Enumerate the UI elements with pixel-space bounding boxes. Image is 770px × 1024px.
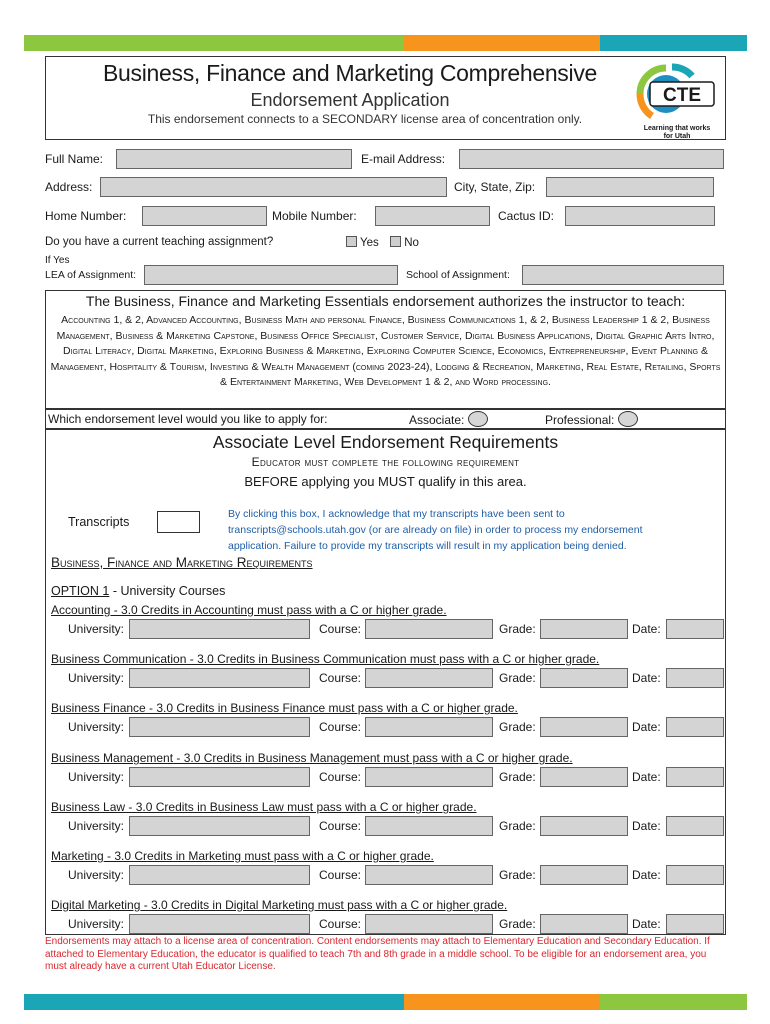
requirement-name: Business Communication [51, 652, 187, 666]
requirement-desc: - 3.0 Credits in Business Law must pass with a C or higher grade. [125, 800, 477, 814]
course-field[interactable] [365, 717, 493, 737]
course-label: Course: [319, 720, 362, 734]
option-1-label: OPTION 1 [51, 584, 110, 598]
address-field[interactable] [100, 177, 447, 197]
lea-field[interactable] [144, 265, 398, 285]
top-bar-orange [404, 35, 600, 51]
full-name-field[interactable] [116, 149, 352, 169]
requirement-desc: - 3.0 Credits in Business Management must pass with a C or higher grade. [173, 751, 573, 765]
university-field[interactable] [129, 668, 310, 688]
grade-label: Grade: [499, 770, 536, 784]
home-number-field[interactable] [142, 206, 267, 226]
authorized-courses: Accounting 1, & 2, Advanced Accounting, Business Math and personal Finance, Business Communications 1, & 2, Business Leadership 1 & 2, Business Management, Business & Marketing Capstone, Business Office Specialist, Customer Service, Digital Business Applications, Digital Graphic Arts Intro, Digital Literacy, Digital Marketing, Exploring Business & Marketing, Exploring Computer Science, Economics, Entrepreneurship, Event Planning & Management, Hospitality & Tourism, Investing & Wealth Management (coming 2023-24), Lodging & Recreation, Marketing, Real Estate, Retailing, Sports & Entertainment Marketing, Web Development 1 & 2, and Word processing. [50, 314, 721, 388]
level-question: Which endorsement level would you like to apply for: [48, 412, 328, 426]
grade-field[interactable] [540, 767, 628, 787]
option-1-rest: - University Courses [109, 584, 226, 598]
course-label: Course: [319, 868, 362, 882]
course-label: Course: [319, 819, 362, 833]
transcripts-note-2: transcripts@schools.utah.gov (or are already on file) in order to process my endorsement [228, 524, 643, 536]
transcripts-note-1: By clicking this box, I acknowledge that my transcripts have been sent to [228, 508, 565, 520]
transcripts-checkbox[interactable] [157, 511, 200, 533]
university-label: University: [68, 868, 125, 882]
date-field[interactable] [666, 816, 724, 836]
requirement-name: Marketing [51, 849, 104, 863]
associate-label: Associate: [409, 413, 465, 427]
email-label: E-mail Address: [361, 152, 446, 166]
associate-heading: Associate Level Endorsement Requirements [212, 432, 559, 452]
requirement-title [51, 800, 477, 814]
grade-field[interactable] [540, 816, 628, 836]
transcripts-label: Transcripts [68, 515, 130, 529]
requirement-title [51, 603, 447, 617]
university-field[interactable] [129, 717, 310, 737]
school-field[interactable] [522, 265, 724, 285]
yes-checkbox[interactable] [346, 236, 357, 247]
full-name-label: Full Name: [45, 152, 104, 166]
footer-note: Endorsements may attach to a license area of concentration. Content endorsements may attach to Elementary Education and Secondary Education. If attached to Elementary Education, the educator is qualified to teach 7th and 8th grade in a middle school. To be eligible for an endorsement area, you must already have a current Utah Educator License. [45, 936, 710, 972]
date-label: Date: [632, 819, 661, 833]
bottom-bar-green [600, 994, 747, 1010]
grade-field[interactable] [540, 717, 628, 737]
logo-text: CTE [663, 85, 701, 106]
date-field[interactable] [666, 619, 724, 639]
grade-label: Grade: [499, 622, 536, 636]
course-field[interactable] [365, 816, 493, 836]
secondary-note: This endorsement connects to a SECONDARY license area of concentration only. [147, 112, 583, 126]
city-state-zip-field[interactable] [546, 177, 714, 197]
form-title: Business, Finance and Marketing Comprehensive [102, 60, 598, 86]
bottom-bar-teal [24, 994, 404, 1010]
university-field[interactable] [129, 816, 310, 836]
date-label: Date: [632, 622, 661, 636]
grade-label: Grade: [499, 720, 536, 734]
university-field[interactable] [129, 865, 310, 885]
university-label: University: [68, 770, 125, 784]
university-field[interactable] [129, 619, 310, 639]
cte-logo [626, 62, 722, 138]
transcripts-note-3: application. Failure to provide my transcripts will result in my application being denied. [228, 540, 627, 552]
requirement-desc: - 3.0 Credits in Digital Marketing must pass with a C or higher grade. [140, 898, 508, 912]
course-field[interactable] [365, 767, 493, 787]
requirement-name: Business Finance [51, 701, 146, 715]
date-label: Date: [632, 917, 661, 931]
transcripts-note [228, 506, 643, 554]
mobile-number-label: Mobile Number: [272, 209, 357, 223]
course-field[interactable] [365, 619, 493, 639]
course-field[interactable] [365, 865, 493, 885]
requirement-title [51, 898, 507, 912]
professional-label: Professional: [545, 413, 615, 427]
form-subtitle: Endorsement Application [250, 90, 450, 110]
teaching-yes[interactable] [346, 236, 379, 249]
address-label: Address: [45, 180, 93, 194]
associate-radio[interactable] [468, 411, 488, 427]
top-bar-teal [600, 35, 747, 51]
date-field[interactable] [666, 717, 724, 737]
option-1 [51, 584, 225, 598]
associate-option[interactable] [409, 411, 488, 427]
requirement-name: Accounting [51, 603, 111, 617]
bottom-bar-orange [404, 994, 600, 1010]
requirement-title [51, 701, 518, 715]
university-field[interactable] [129, 914, 310, 934]
requirement-title [51, 849, 434, 863]
date-label: Date: [632, 868, 661, 882]
cactus-id-label: Cactus ID: [498, 209, 555, 223]
university-label: University: [68, 917, 125, 931]
requirement-name: Digital Marketing [51, 898, 141, 912]
date-field[interactable] [666, 767, 724, 787]
requirement-desc: - 3.0 Credits in Marketing must pass with a C or higher grade. [103, 849, 434, 863]
course-label: Course: [319, 622, 362, 636]
date-label: Date: [632, 671, 661, 685]
yes-label: Yes [360, 237, 379, 249]
date-field[interactable] [666, 865, 724, 885]
requirement-name: Business Law [51, 800, 126, 814]
requirement-title [51, 751, 573, 765]
grade-label: Grade: [499, 917, 536, 931]
course-label: Course: [319, 671, 362, 685]
if-yes-label: If Yes [45, 255, 70, 266]
associate-sub2: BEFORE applying you MUST qualify in this area. [244, 474, 527, 489]
university-label: University: [68, 720, 125, 734]
school-label: School of Assignment: [406, 269, 510, 281]
university-label: University: [68, 622, 125, 636]
university-label: University: [68, 671, 125, 685]
city-state-zip-label: City, State, Zip: [454, 180, 536, 194]
grade-label: Grade: [499, 868, 536, 882]
course-field[interactable] [365, 914, 493, 934]
requirement-title [51, 652, 599, 666]
requirement-desc: - 3.0 Credits in Business Finance must pass with a C or higher grade. [145, 701, 518, 715]
course-label: Course: [319, 917, 362, 931]
logo-tagline [632, 125, 722, 141]
teaching-question: Do you have a current teaching assignment? [45, 236, 274, 248]
teaching-no[interactable] [390, 236, 419, 249]
no-checkbox[interactable] [390, 236, 401, 247]
requirement-name: Business Management [51, 751, 174, 765]
logo-tagline-2: for Utah [663, 133, 691, 140]
date-label: Date: [632, 720, 661, 734]
logo-tagline-1: Learning that works [643, 125, 711, 132]
grade-field[interactable] [540, 914, 628, 934]
grade-label: Grade: [499, 819, 536, 833]
home-number-label: Home Number: [45, 209, 127, 223]
mobile-number-field[interactable] [375, 206, 490, 226]
authorizes-heading: The Business, Finance and Marketing Essentials endorsement authorizes the instructor to teach: [85, 293, 686, 309]
date-field[interactable] [666, 914, 724, 934]
cactus-id-field[interactable] [565, 206, 715, 226]
course-label: Course: [319, 770, 362, 784]
date-label: Date: [632, 770, 661, 784]
grade-field[interactable] [540, 668, 628, 688]
requirements-section-title: Business, Finance and Marketing Requirements [51, 555, 313, 570]
associate-sub1: Educator must complete the following requirement [251, 455, 520, 469]
grade-field[interactable] [540, 619, 628, 639]
course-field[interactable] [365, 668, 493, 688]
professional-radio[interactable] [618, 411, 638, 427]
university-field[interactable] [129, 767, 310, 787]
top-bar-green [24, 35, 404, 51]
university-label: University: [68, 819, 125, 833]
email-field[interactable] [459, 149, 724, 169]
lea-label: LEA of Assignment: [45, 269, 137, 281]
no-label: No [404, 237, 419, 249]
requirement-desc: - 3.0 Credits in Business Communication must pass with a C or higher grade. [186, 652, 600, 666]
date-field[interactable] [666, 668, 724, 688]
requirement-desc: - 3.0 Credits in Accounting must pass with a C or higher grade. [110, 603, 447, 617]
grade-label: Grade: [499, 671, 536, 685]
grade-field[interactable] [540, 865, 628, 885]
professional-option[interactable] [545, 411, 638, 427]
